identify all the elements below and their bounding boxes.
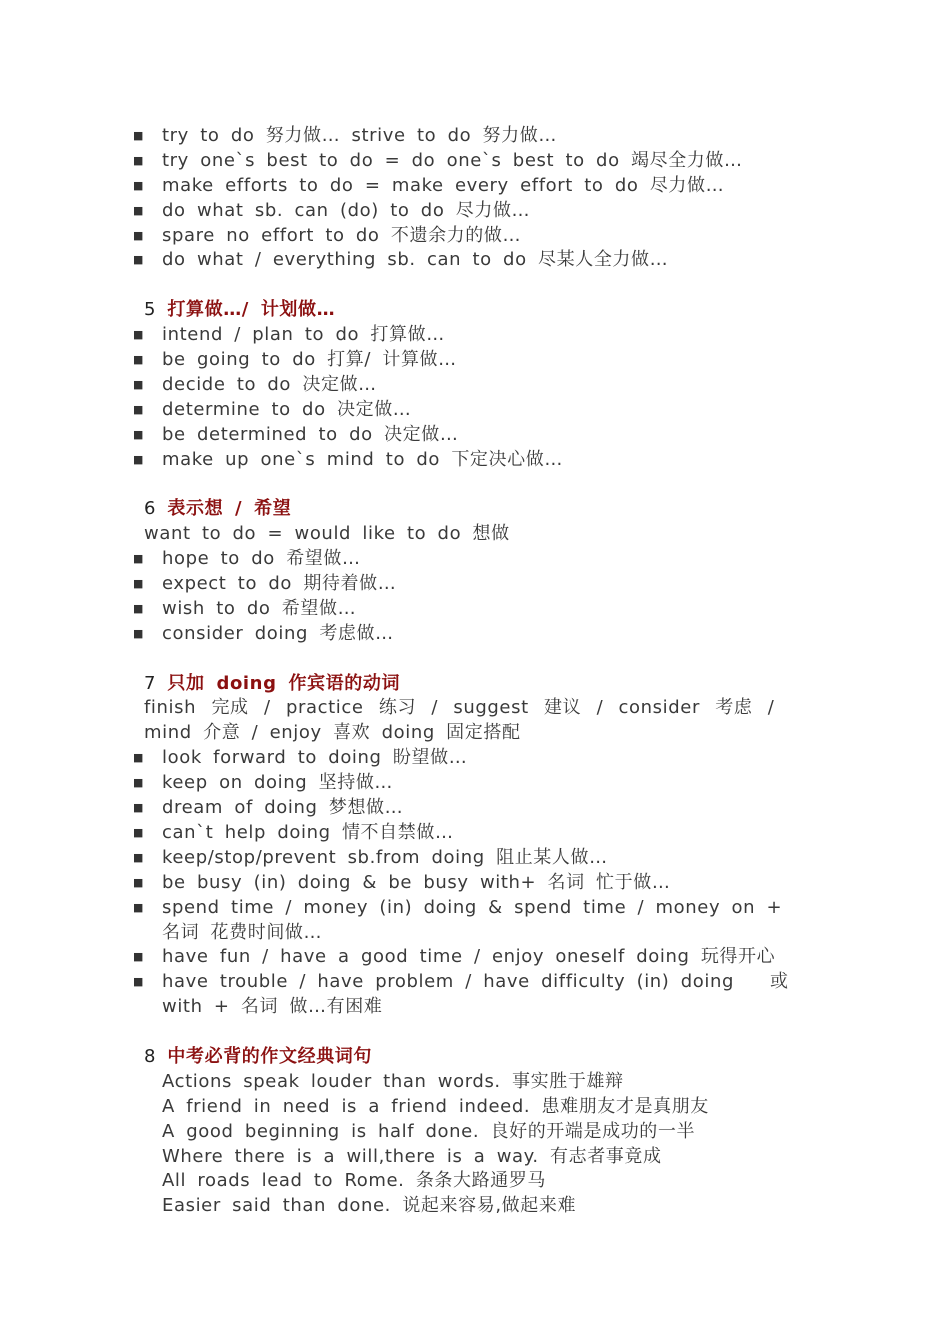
bullet-icon: ■ — [133, 825, 144, 839]
list-item: ■ wish to do 希望做… — [0, 597, 950, 622]
proverb-line: Where there is a will,there is a way. 有志者事竟成 — [162, 1145, 662, 1167]
bullet-icon: ■ — [133, 751, 144, 765]
bullet-icon: ■ — [133, 850, 144, 864]
list-item: ■ be busy (in) doing & be busy with+ 名词 忙于做… — [0, 871, 950, 896]
list-item: ■ have fun / have a good time / enjoy oneself doing 玩得开心 — [0, 945, 950, 970]
bullet-icon: ■ — [133, 601, 144, 615]
document-page — [0, 124, 950, 1219]
section-title: 中考必背的作文经典词句 — [167, 1045, 372, 1067]
section-heading — [0, 298, 950, 323]
list-item: ■ hope to do 希望做… — [0, 547, 950, 572]
list-item-continuation: 名词 花费时间做… — [162, 921, 323, 943]
bullet-icon: ■ — [133, 328, 144, 342]
list-item: ■ spend time / money (in) doing & spend time / money on + — [0, 896, 950, 921]
bullet-icon: ■ — [133, 875, 144, 889]
section-number: 7 — [144, 672, 157, 694]
bullet-icon: ■ — [133, 452, 144, 466]
plain-line: mind 介意 / enjoy 喜欢 doing 固定搭配 — [144, 722, 521, 744]
plain-line: finish 完成 / practice 练习 / suggest 建议 / consider 考虑 / — [144, 697, 775, 719]
proverb-line: Easier said than done. 说起来容易,做起来难 — [162, 1195, 577, 1217]
list-item: ■ decide to do 决定做… — [0, 373, 950, 398]
proverb-line: All roads lead to Rome. 条条大路通罗马 — [162, 1170, 547, 1192]
section-heading — [0, 1045, 950, 1070]
bullet-icon: ■ — [133, 129, 144, 142]
bullet-icon: ■ — [133, 353, 144, 367]
list-item: ■ can`t help doing 情不自禁做… — [0, 821, 950, 846]
list-item: ■ be determined to do 决定做… — [0, 423, 950, 448]
list-item: ■ determine to do 决定做… — [0, 398, 950, 423]
section-number: 5 — [144, 299, 157, 321]
section-number: 8 — [144, 1045, 157, 1067]
list-item: ■ keep/stop/prevent sb.from doing 阻止某人做… — [0, 846, 950, 871]
list-item: ■ look forward to doing 盼望做… — [0, 746, 950, 771]
list-item: ■ dream of doing 梦想做… — [0, 796, 950, 821]
bullet-icon: ■ — [133, 626, 144, 640]
bullet-icon: ■ — [133, 776, 144, 790]
plain-line: want to do = would like to do 想做 — [144, 523, 510, 545]
bullet-icon: ■ — [133, 950, 144, 964]
list-item: ■ make efforts to do = make every effort to do 尽力做… — [0, 174, 950, 199]
section-heading — [0, 497, 950, 522]
section-title: 打算做…/ 计划做… — [167, 299, 336, 321]
bullet-icon: ■ — [133, 203, 144, 217]
list-item: ■ intend / plan to do 打算做… — [0, 323, 950, 348]
list-item: ■ spare no effort to do 不遗余力的做… — [0, 224, 950, 249]
bullet-icon: ■ — [133, 228, 144, 242]
bullet-icon: ■ — [133, 900, 144, 914]
proverb-line: Actions speak louder than words. 事实胜于雄辩 — [162, 1070, 624, 1092]
section-number: 6 — [144, 498, 157, 520]
bullet-icon: ■ — [133, 427, 144, 441]
bullet-icon: ■ — [133, 253, 144, 267]
proverb-line: A friend in need is a friend indeed. 患难朋友才是真朋友 — [162, 1095, 709, 1117]
bullet-icon: ■ — [133, 178, 144, 192]
list-item: ■ try to do 努力做… strive to do 努力做… — [0, 124, 950, 149]
bullet-icon: ■ — [133, 153, 144, 167]
list-item: ■ do what sb. can (do) to do 尽力做… — [0, 199, 950, 224]
section-title: 只加 doing 作宾语的动词 — [167, 672, 401, 694]
proverb-line: A good beginning is half done. 良好的开端是成功的一半 — [162, 1120, 696, 1142]
list-item: ■ try one`s best to do = do one`s best to do 竭尽全力做… — [0, 149, 950, 174]
bullet-icon: ■ — [133, 377, 144, 391]
list-item: ■ do what / everything sb. can to do 尽某人全力做… — [0, 248, 950, 273]
list-item: ■ keep on doing 坚持做… — [0, 771, 950, 796]
bullet-icon: ■ — [133, 975, 144, 989]
bullet-icon: ■ — [133, 577, 144, 591]
list-item: ■ be going to do 打算/ 计算做… — [0, 348, 950, 373]
list-item: ■ expect to do 期待着做… — [0, 572, 950, 597]
bullet-icon: ■ — [133, 801, 144, 815]
section-title: 表示想 / 希望 — [167, 498, 292, 520]
section-heading — [0, 672, 950, 697]
list-item: ■ have trouble / have problem / have difficulty (in) doing 或 — [0, 970, 950, 995]
list-item: ■ make up one`s mind to do 下定决心做… — [0, 448, 950, 473]
list-item: ■ consider doing 考虑做… — [0, 622, 950, 647]
bullet-icon: ■ — [133, 552, 144, 566]
list-item-continuation: with + 名词 做…有困难 — [162, 996, 383, 1018]
bullet-icon: ■ — [133, 402, 144, 416]
